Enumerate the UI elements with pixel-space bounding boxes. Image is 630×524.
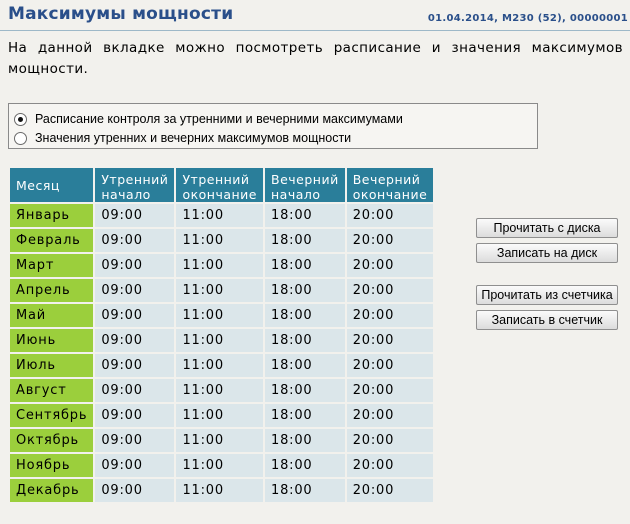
write-to-meter-button[interactable]: Записать в счетчик: [476, 310, 618, 330]
month-cell: Апрель: [10, 279, 93, 302]
morning-start-cell[interactable]: 09:00: [95, 379, 174, 402]
evening-start-cell[interactable]: 18:00: [265, 354, 345, 377]
write-to-disk-button[interactable]: Записать на диск: [476, 243, 618, 263]
column-header-evening-start: Вечерний начало: [265, 168, 345, 202]
morning-end-cell[interactable]: 11:00: [176, 204, 263, 227]
evening-end-cell[interactable]: 20:00: [347, 454, 434, 477]
month-cell: Сентябрь: [10, 404, 93, 427]
evening-end-cell[interactable]: 20:00: [347, 379, 434, 402]
evening-end-cell[interactable]: 20:00: [347, 404, 434, 427]
table-row: [10, 404, 433, 427]
table-row: [10, 229, 433, 252]
table-row: [10, 429, 433, 452]
month-cell: Август: [10, 379, 93, 402]
month-cell: Март: [10, 254, 93, 277]
table-row: [10, 354, 433, 377]
morning-start-cell[interactable]: 09:00: [95, 429, 174, 452]
morning-start-cell[interactable]: 09:00: [95, 479, 174, 502]
mode-selector: [8, 103, 538, 149]
morning-start-cell[interactable]: 09:00: [95, 404, 174, 427]
table-row: [10, 204, 433, 227]
morning-end-cell[interactable]: 11:00: [176, 304, 263, 327]
evening-end-cell[interactable]: 20:00: [347, 279, 434, 302]
radio-button-unchecked[interactable]: [14, 132, 27, 145]
evening-start-cell[interactable]: 18:00: [265, 229, 345, 252]
evening-start-cell[interactable]: 18:00: [265, 279, 345, 302]
table-body: [10, 204, 433, 502]
month-cell: Декабрь: [10, 479, 93, 502]
table-header-row: [10, 168, 433, 202]
evening-start-cell[interactable]: 18:00: [265, 379, 345, 402]
month-cell: Февраль: [10, 229, 93, 252]
evening-end-cell[interactable]: 20:00: [347, 354, 434, 377]
radio-button-checked[interactable]: [14, 113, 27, 126]
table-row: [10, 479, 433, 502]
morning-start-cell[interactable]: 09:00: [95, 304, 174, 327]
mode-option-label: Значения утренних и вечерних максимумов мощности: [35, 131, 352, 145]
device-info: 01.04.2014, M230 (52), 00000001: [427, 13, 628, 24]
evening-start-cell[interactable]: 18:00: [265, 204, 345, 227]
morning-end-cell[interactable]: 11:00: [176, 404, 263, 427]
schedule-table: [8, 166, 435, 504]
column-header-evening-end: Вечерний окончание: [347, 168, 434, 202]
evening-end-cell[interactable]: 20:00: [347, 304, 434, 327]
month-cell: Июль: [10, 354, 93, 377]
mode-option-label: Расписание контроля за утренними и вечерними максимумами: [35, 112, 403, 126]
morning-start-cell[interactable]: 09:00: [95, 254, 174, 277]
table-row: [10, 279, 433, 302]
table-row: [10, 254, 433, 277]
morning-end-cell[interactable]: 11:00: [176, 279, 263, 302]
morning-end-cell[interactable]: 11:00: [176, 329, 263, 352]
evening-end-cell[interactable]: 20:00: [347, 479, 434, 502]
morning-start-cell[interactable]: 09:00: [95, 329, 174, 352]
morning-start-cell[interactable]: 09:00: [95, 279, 174, 302]
evening-end-cell[interactable]: 20:00: [347, 204, 434, 227]
month-cell: Ноябрь: [10, 454, 93, 477]
morning-start-cell[interactable]: 09:00: [95, 204, 174, 227]
table-row: [10, 304, 433, 327]
page-title: Максимумы мощности: [8, 4, 234, 24]
evening-end-cell[interactable]: 20:00: [347, 329, 434, 352]
page-description: На данной вкладке можно посмотреть расписание и значения максимумов мощности.: [8, 40, 623, 77]
month-cell: Май: [10, 304, 93, 327]
evening-end-cell[interactable]: 20:00: [347, 429, 434, 452]
morning-start-cell[interactable]: 09:00: [95, 229, 174, 252]
column-header-month: Месяц: [10, 168, 93, 202]
evening-start-cell[interactable]: 18:00: [265, 404, 345, 427]
read-from-meter-button[interactable]: Прочитать из счетчика: [476, 285, 618, 305]
morning-end-cell[interactable]: 11:00: [176, 229, 263, 252]
morning-start-cell[interactable]: 09:00: [95, 354, 174, 377]
morning-end-cell[interactable]: 11:00: [176, 429, 263, 452]
evening-start-cell[interactable]: 18:00: [265, 479, 345, 502]
mode-option-schedule[interactable]: [14, 110, 403, 128]
month-cell: Январь: [10, 204, 93, 227]
evening-start-cell[interactable]: 18:00: [265, 454, 345, 477]
morning-end-cell[interactable]: 11:00: [176, 479, 263, 502]
morning-end-cell[interactable]: 11:00: [176, 379, 263, 402]
evening-end-cell[interactable]: 20:00: [347, 229, 434, 252]
evening-end-cell[interactable]: 20:00: [347, 254, 434, 277]
table-row: [10, 379, 433, 402]
month-cell: Октябрь: [10, 429, 93, 452]
table-row: [10, 454, 433, 477]
morning-end-cell[interactable]: 11:00: [176, 354, 263, 377]
morning-end-cell[interactable]: 11:00: [176, 254, 263, 277]
evening-start-cell[interactable]: 18:00: [265, 254, 345, 277]
column-header-morning-start: Утренний начало: [95, 168, 174, 202]
mode-option-values[interactable]: [14, 129, 351, 147]
column-header-morning-end: Утренний окончание: [176, 168, 263, 202]
month-cell: Июнь: [10, 329, 93, 352]
morning-end-cell[interactable]: 11:00: [176, 454, 263, 477]
page-header: [0, 0, 630, 31]
morning-start-cell[interactable]: 09:00: [95, 454, 174, 477]
read-from-disk-button[interactable]: Прочитать с диска: [476, 218, 618, 238]
evening-start-cell[interactable]: 18:00: [265, 304, 345, 327]
evening-start-cell[interactable]: 18:00: [265, 429, 345, 452]
evening-start-cell[interactable]: 18:00: [265, 329, 345, 352]
table-row: [10, 329, 433, 352]
